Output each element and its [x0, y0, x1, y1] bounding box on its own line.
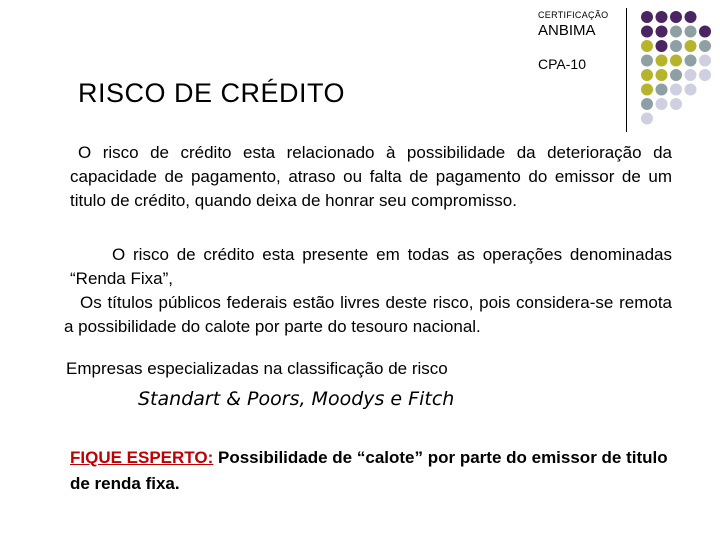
decorative-dot [685, 69, 697, 81]
decorative-dot [685, 26, 697, 38]
decorative-dot [670, 26, 682, 38]
decorative-dot [670, 40, 682, 52]
decorative-dot [656, 11, 668, 23]
decorative-dot [656, 55, 668, 67]
decorative-dot [656, 84, 668, 96]
decorative-dot [641, 98, 653, 110]
certification-label: CERTIFICAÇÃO [538, 10, 609, 20]
decorative-dot [656, 26, 668, 38]
tip-box [70, 445, 670, 497]
decorative-dot [641, 26, 653, 38]
decorative-dot [699, 69, 711, 81]
decorative-dot [641, 113, 653, 125]
paragraph-scope: O risco de crédito esta presente em todas as operações denominadas “Renda Fixa”, [70, 245, 672, 288]
decorative-dot [641, 40, 653, 52]
decorative-dot-grid [640, 10, 712, 130]
certification-name: ANBIMA [538, 22, 596, 39]
decorative-dot [699, 40, 711, 52]
paragraph-public-bonds: Os títulos públicos federais estão livres deste risco, pois considera-se remota a possibilidade do calote por parte do tesouro nacional. [64, 293, 672, 336]
decorative-dot [699, 26, 711, 38]
slide-title: RISCO DE CRÉDITO [78, 78, 346, 108]
decorative-dot [699, 55, 711, 67]
decorative-dot [641, 84, 653, 96]
certification-code: CPA-10 [538, 56, 586, 72]
decorative-dot [641, 69, 653, 81]
paragraph-definition: O risco de crédito esta relacionado à possibilidade da deterioração da capacidade de pagamento, atraso ou falta de pagamento do emissor de um titulo de crédito, quando deixa de honrar seu compromisso. [70, 143, 672, 210]
decorative-dot [641, 55, 653, 67]
decorative-dot [670, 55, 682, 67]
tip-label: FIQUE ESPERTO: [70, 448, 214, 467]
decorative-dot [685, 84, 697, 96]
decorative-dot [656, 69, 668, 81]
decorative-dot [670, 98, 682, 110]
decorative-dot [670, 84, 682, 96]
rating-intro: Empresas especializadas na classificação de risco [66, 359, 448, 378]
tip-text: Possibilidade de “calote” por parte do emissor de titulo de renda fixa. [70, 448, 668, 493]
decorative-dot [670, 69, 682, 81]
decorative-dot [641, 11, 653, 23]
decorative-dot [685, 11, 697, 23]
decorative-dot [685, 40, 697, 52]
decorative-dot [670, 11, 682, 23]
decorative-dot [656, 40, 668, 52]
decorative-dot [656, 98, 668, 110]
decorative-dot [685, 55, 697, 67]
header-divider [626, 8, 627, 132]
rating-agencies: Standart & Poors, Moodys e Fitch [138, 388, 455, 410]
